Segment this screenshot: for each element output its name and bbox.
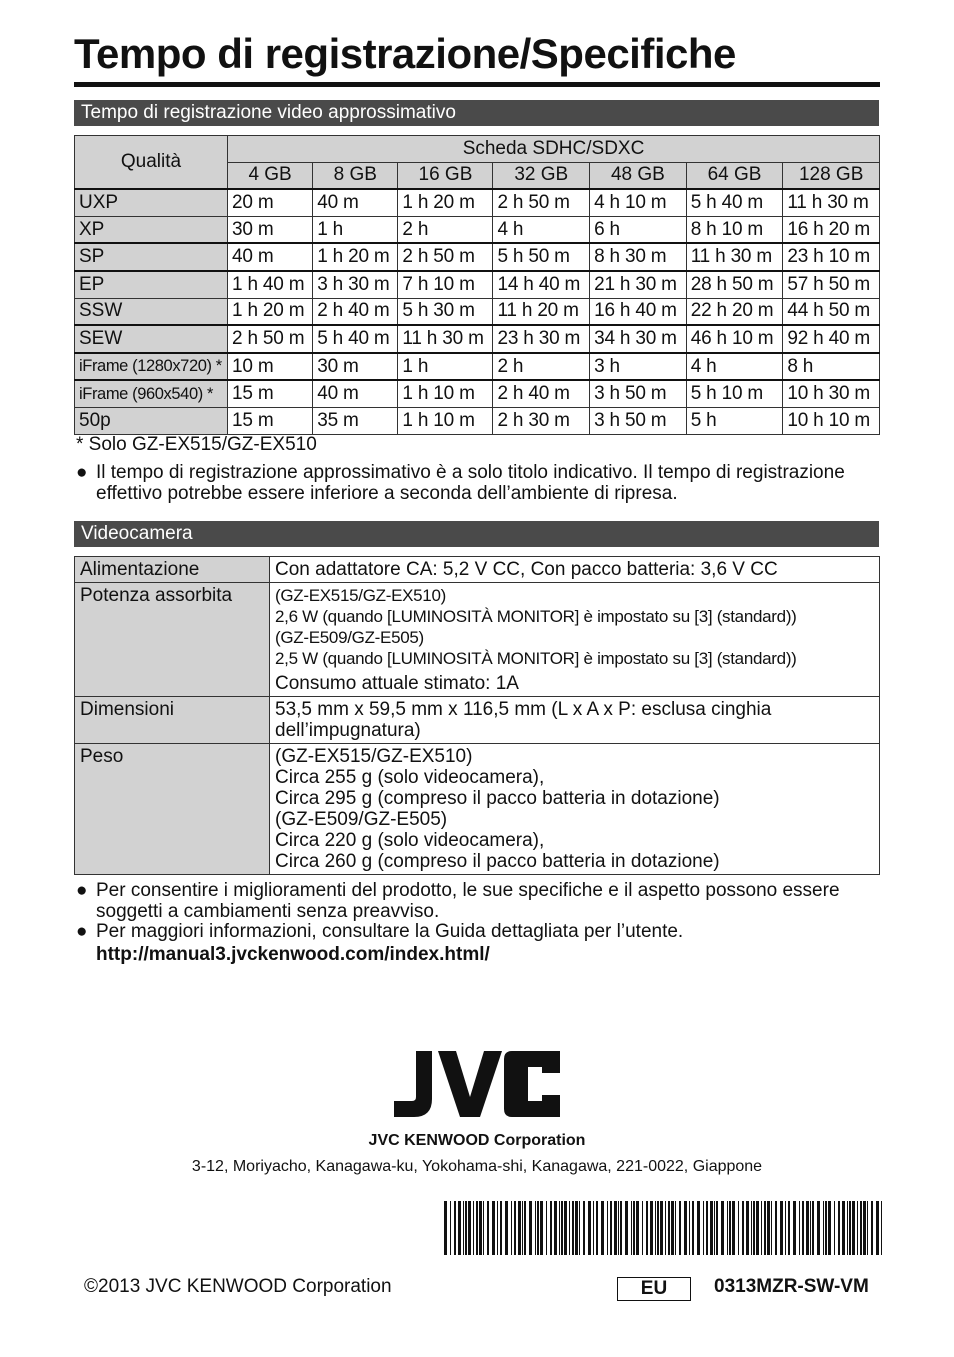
spec-row-dimensions: [75, 697, 880, 744]
time-cell: 8 h 10 m: [686, 216, 783, 243]
spec-label: Peso: [75, 744, 270, 875]
time-cell: 2 h 50 m: [398, 243, 493, 271]
time-cell: 15 m: [228, 380, 313, 407]
time-cell: 10 m: [228, 353, 313, 381]
bullet-icon: ●: [76, 462, 88, 483]
capacity-header: 32 GB: [493, 162, 590, 189]
table-row: [75, 216, 880, 243]
table-row: [75, 298, 880, 325]
time-cell: 5 h 40 m: [313, 325, 398, 353]
time-cell: 2 h 40 m: [493, 380, 590, 407]
note-recording: ● Il tempo di registrazione approssimativo è a solo titolo indicativo. Il tempo di registrazione effettivo potrebbe essere inferiore a seconda dell’ambiente di ripresa.: [76, 462, 845, 504]
time-cell: 40 m: [313, 380, 398, 407]
section-heading-camera: Videocamera: [74, 521, 879, 547]
time-cell: 3 h: [590, 353, 687, 381]
time-cell: 16 h 40 m: [590, 298, 687, 325]
time-cell: 11 h 30 m: [783, 189, 880, 216]
capacity-header: 64 GB: [686, 162, 783, 189]
section-heading-recording: Tempo di registrazione video approssimativo: [74, 100, 879, 126]
time-cell: 3 h 50 m: [590, 407, 687, 434]
spec-label: Potenza assorbita: [75, 583, 270, 697]
bullet-icon: ●: [76, 921, 88, 942]
time-cell: 2 h 30 m: [493, 407, 590, 434]
spec-line: (GZ-E509/GZ-E505): [275, 809, 448, 830]
time-cell: 2 h 40 m: [313, 298, 398, 325]
recording-table-body: [75, 189, 880, 434]
time-cell: 8 h: [783, 353, 880, 381]
capacity-header: 16 GB: [398, 162, 493, 189]
time-cell: 7 h 10 m: [398, 271, 493, 298]
spec-value: 53,5 mm x 59,5 mm x 116,5 mm (L x A x P: esclusa cinghia dell’impugnatura): [270, 697, 880, 744]
time-cell: 5 h: [686, 407, 783, 434]
quality-cell: SP: [75, 243, 228, 271]
time-cell: 1 h 10 m: [398, 380, 493, 407]
spec-table: [74, 556, 880, 875]
document-code: 0313MZR-SW-VM: [714, 1276, 869, 1297]
capacity-header: 8 GB: [313, 162, 398, 189]
time-cell: 4 h: [493, 216, 590, 243]
quality-cell: EP: [75, 271, 228, 298]
quality-cell: XP: [75, 216, 228, 243]
jvc-logo-icon: [394, 1051, 560, 1117]
capacity-header: 4 GB: [228, 162, 313, 189]
spec-label: Alimentazione: [75, 557, 270, 583]
time-cell: 44 h 50 m: [783, 298, 880, 325]
spec-line: 2,6 W (quando [LUMINOSITÀ MONITOR] è impostato su [3] (standard)): [275, 607, 797, 626]
time-cell: 10 h 30 m: [783, 380, 880, 407]
time-cell: 46 h 10 m: [686, 325, 783, 353]
time-cell: 1 h 20 m: [398, 189, 493, 216]
spec-label: Dimensioni: [75, 697, 270, 744]
time-cell: 23 h 10 m: [783, 243, 880, 271]
quality-cell: UXP: [75, 189, 228, 216]
spec-value: [270, 744, 880, 875]
manual-link[interactable]: http://manual3.jvckenwood.com/index.html/: [96, 944, 490, 965]
table-row: [75, 243, 880, 271]
time-cell: 1 h 40 m: [228, 271, 313, 298]
spec-line: (GZ-E509/GZ-E505): [275, 628, 424, 647]
time-cell: 14 h 40 m: [493, 271, 590, 298]
time-cell: 92 h 40 m: [783, 325, 880, 353]
time-cell: 5 h 10 m: [686, 380, 783, 407]
note-specs-change: ● Per consentire i miglioramenti del prodotto, le sue specifiche e il aspetto possono essere soggetti a cambiamenti senza preavviso.: [76, 880, 840, 922]
time-cell: 1 h 20 m: [313, 243, 398, 271]
quality-header: Qualità: [75, 136, 228, 190]
time-cell: 16 h 20 m: [783, 216, 880, 243]
time-cell: 2 h 50 m: [493, 189, 590, 216]
copyright: ©2013 JVC KENWOOD Corporation: [84, 1276, 392, 1297]
time-cell: 23 h 30 m: [493, 325, 590, 353]
table-row: [75, 325, 880, 353]
time-cell: 21 h 30 m: [590, 271, 687, 298]
spec-line: Circa 255 g (solo videocamera),: [275, 767, 545, 788]
quality-cell: SSW: [75, 298, 228, 325]
time-cell: 11 h 30 m: [398, 325, 493, 353]
time-cell: 1 h 10 m: [398, 407, 493, 434]
quality-cell: SEW: [75, 325, 228, 353]
time-cell: 4 h 10 m: [590, 189, 687, 216]
spec-line: (GZ-EX515/GZ-EX510): [275, 746, 473, 767]
table-row: [75, 407, 880, 434]
time-cell: 11 h 30 m: [686, 243, 783, 271]
time-cell: 15 m: [228, 407, 313, 434]
table-row: [75, 353, 880, 381]
footnote: * Solo GZ-EX515/GZ-EX510: [76, 434, 317, 455]
time-cell: 1 h: [313, 216, 398, 243]
time-cell: 6 h: [590, 216, 687, 243]
spec-row-consumption: [75, 583, 880, 697]
time-cell: 30 m: [228, 216, 313, 243]
spec-line: Circa 295 g (compreso il pacco batteria in dotazione): [275, 788, 720, 809]
spec-row-weight: [75, 744, 880, 875]
capacity-header: 128 GB: [783, 162, 880, 189]
time-cell: 57 h 50 m: [783, 271, 880, 298]
corporation-name: JVC KENWOOD Corporation: [368, 1132, 586, 1149]
quality-cell: 50p: [75, 407, 228, 434]
quality-cell: iFrame (960x540) *: [75, 380, 228, 407]
time-cell: 5 h 30 m: [398, 298, 493, 325]
spec-value: [270, 583, 880, 697]
quality-cell: iFrame (1280x720) *: [75, 353, 228, 381]
time-cell: 11 h 20 m: [493, 298, 590, 325]
barcode-icon: [444, 1201, 886, 1255]
time-cell: 1 h 20 m: [228, 298, 313, 325]
time-cell: 40 m: [228, 243, 313, 271]
time-cell: 2 h 50 m: [228, 325, 313, 353]
time-cell: 35 m: [313, 407, 398, 434]
time-cell: 28 h 50 m: [686, 271, 783, 298]
time-cell: 2 h: [398, 216, 493, 243]
note-guide: ● Per maggiori informazioni, consultare la Guida dettagliata per l’utente.: [76, 921, 684, 942]
spec-value: Con adattatore CA: 5,2 V CC, Con pacco batteria: 3,6 V CC: [270, 557, 880, 583]
time-cell: 22 h 20 m: [686, 298, 783, 325]
time-cell: 10 h 10 m: [783, 407, 880, 434]
card-header: Scheda SDHC/SDXC: [228, 136, 880, 163]
spec-line: Consumo attuale stimato: 1A: [275, 673, 519, 694]
time-cell: 3 h 30 m: [313, 271, 398, 298]
spec-line: Circa 220 g (solo videocamera),: [275, 830, 545, 851]
time-cell: 4 h: [686, 353, 783, 381]
page-title: Tempo di registrazione/Specifiche: [74, 28, 880, 87]
time-cell: 20 m: [228, 189, 313, 216]
spec-line: Circa 260 g (compreso il pacco batteria in dotazione): [275, 851, 720, 872]
region-badge: EU: [617, 1277, 691, 1301]
capacity-header: 48 GB: [590, 162, 687, 189]
time-cell: 40 m: [313, 189, 398, 216]
table-row: [75, 380, 880, 407]
table-row: [75, 189, 880, 216]
time-cell: 30 m: [313, 353, 398, 381]
spec-line: 2,5 W (quando [LUMINOSITÀ MONITOR] è impostato su [3] (standard)): [275, 649, 797, 668]
spec-row-power: [75, 557, 880, 583]
table-row: [75, 271, 880, 298]
time-cell: 8 h 30 m: [590, 243, 687, 271]
time-cell: 3 h 50 m: [590, 380, 687, 407]
corporation-address: 3-12, Moriyacho, Kanagawa-ku, Yokohama-shi, Kanagawa, 221-0022, Giappone: [191, 1158, 763, 1175]
time-cell: 5 h 50 m: [493, 243, 590, 271]
recording-time-table: [74, 135, 880, 435]
spec-line: (GZ-EX515/GZ-EX510): [275, 586, 446, 605]
time-cell: 5 h 40 m: [686, 189, 783, 216]
time-cell: 34 h 30 m: [590, 325, 687, 353]
bullet-icon: ●: [76, 880, 88, 901]
time-cell: 2 h: [493, 353, 590, 381]
time-cell: 1 h: [398, 353, 493, 381]
